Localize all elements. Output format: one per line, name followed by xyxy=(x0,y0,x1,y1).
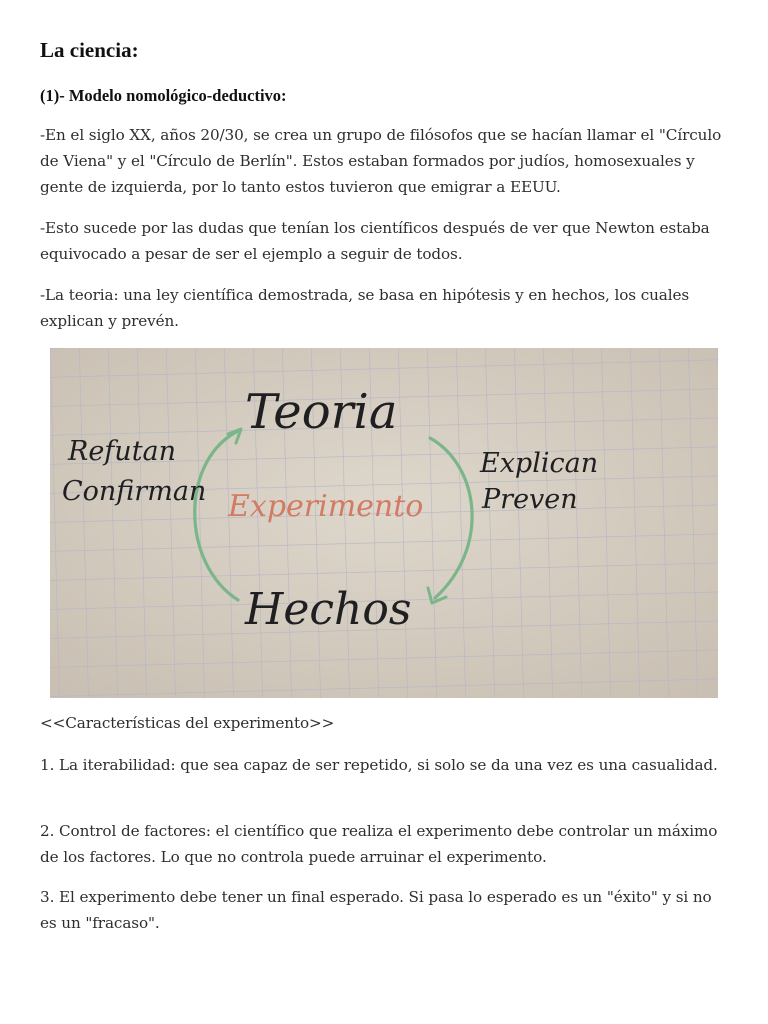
page-title: La ciencia: xyxy=(40,38,139,62)
paragraph-newton: -Esto sucede por las dudas que tenían los científicos después de ver que Newton estaba equivocado a pesar de ser el ejemplo a seguir de todos. xyxy=(40,219,710,263)
diagram-label-experimento: Experimento xyxy=(228,489,424,524)
section-heading: (1)- Modelo nomológico-deductivo: xyxy=(40,86,287,105)
paragraph-circulo-viena: -En el siglo XX, años 20/30, se crea un grupo de filósofos que se hacían llamar el "Círculo de Viena" y el "Círculo de Berlín". Estos estaban formados por judíos, homosexuales y gente de izquierda, por lo tanto estos tuvieron que emigrar a EEUU. xyxy=(40,126,722,196)
handwritten-diagram-photo xyxy=(50,348,718,698)
paragraph-teoria: -La teoria: una ley científica demostrada, se basa en hipótesis y en hechos, los cuales explican y prevén. xyxy=(40,286,690,330)
diagram-label-hechos: Hechos xyxy=(245,584,412,635)
paragraph-control-factores: 2. Control de factores: el científico que realiza el experimento debe controlar un máximo de los factores. Lo que no controla puede arruinar el experimento. xyxy=(40,822,718,866)
paragraph-iterabilidad: 1. La iterabilidad: que sea capaz de ser repetido, si solo se da una vez es una casualidad. xyxy=(40,756,718,774)
diagram-label-confirman: Confirman xyxy=(62,476,207,507)
paragraph-final-esperado: 3. El experimento debe tener un final esperado. Si pasa lo esperado es un "éxito" y si no es un "fracaso". xyxy=(40,888,712,932)
diagram-label-preven: Preven xyxy=(482,484,578,515)
diagram-label-explican: Explican xyxy=(480,448,599,479)
paragraph-caracteristicas-heading: <<Características del experimento>> xyxy=(40,714,335,732)
diagram-svg xyxy=(50,348,718,698)
diagram-label-teoria: Teoria xyxy=(245,384,398,440)
diagram-label-refutan: Refutan xyxy=(68,436,177,467)
